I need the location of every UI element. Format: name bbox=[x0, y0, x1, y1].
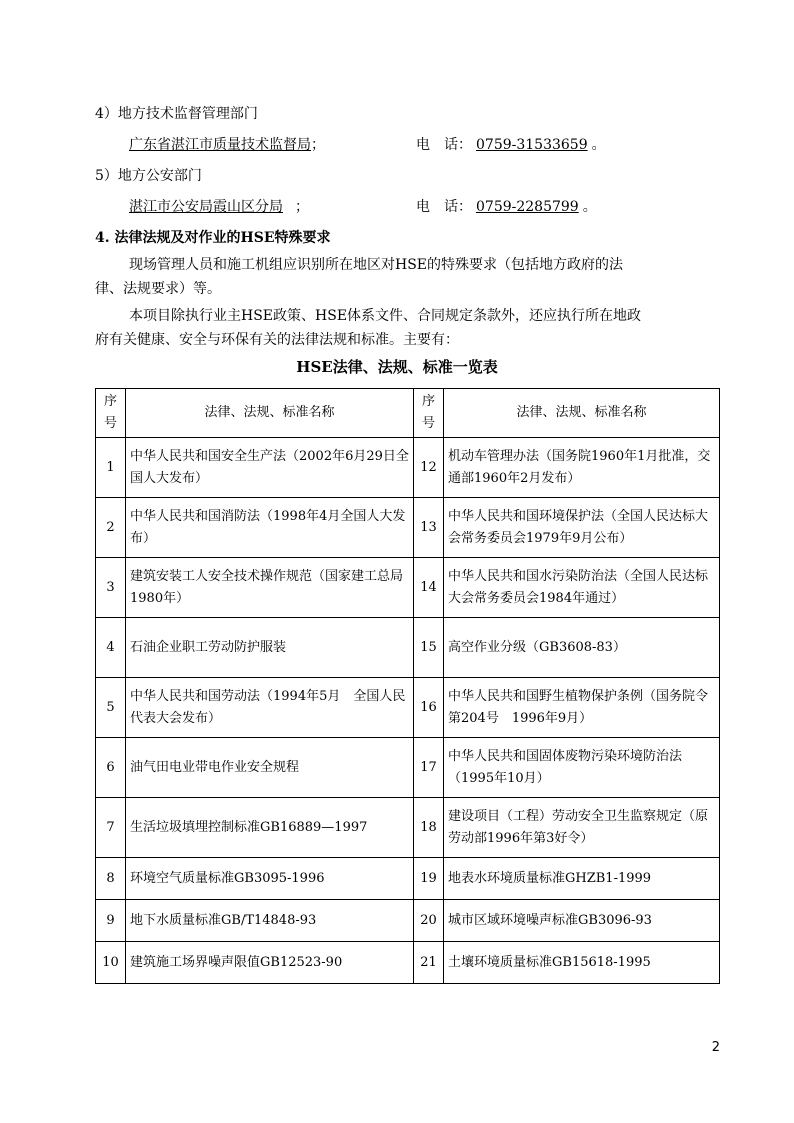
row-title-right: 中华人民共和国水污染防治法（全国人民达标大会常务委员会1984年通过） bbox=[444, 558, 720, 618]
table-row bbox=[96, 678, 720, 738]
paragraph-2-line-1: 本项目除执行业主HSE政策、HSE体系文件、合同规定条款外，还应执行所在地政 bbox=[129, 308, 642, 324]
paragraph-2-line-2: 府有关健康、安全与环保有关的法律法规和标准。主要有： bbox=[95, 332, 459, 348]
row-title-right: 建设项目（工程）劳动安全卫生监察规定（原劳动部1996年第3好令） bbox=[444, 798, 720, 858]
row-index-left: 3 bbox=[96, 558, 126, 618]
table-row bbox=[96, 798, 720, 858]
row-title-left: 中华人民共和国消防法（1998年4月全国人大发布） bbox=[126, 498, 414, 558]
header-index-left: 序号 bbox=[96, 389, 126, 438]
section4-org: 广东省湛江市质量技术监督局 bbox=[129, 137, 311, 153]
section4-sep: ； bbox=[311, 137, 325, 153]
page-number: 2 bbox=[711, 1040, 720, 1055]
row-title-right: 中华人民共和国野生植物保护条例（国务院令第204号 1996年9月） bbox=[444, 678, 720, 738]
section-heading: 4. 法律法规及对作业的HSE特殊要求 bbox=[95, 230, 331, 246]
table-row bbox=[96, 858, 720, 900]
row-index-left: 1 bbox=[96, 438, 126, 498]
section5-tel: 0759-2285799 bbox=[476, 199, 579, 215]
row-index-left: 7 bbox=[96, 798, 126, 858]
table-row bbox=[96, 558, 720, 618]
row-index-left: 4 bbox=[96, 618, 126, 678]
table-row bbox=[96, 618, 720, 678]
row-title-right: 机动车管理办法（国务院1960年1月批准，交通部1960年2月发布） bbox=[444, 438, 720, 498]
row-index-right: 13 bbox=[414, 498, 444, 558]
table-row bbox=[96, 942, 720, 984]
section5-contact bbox=[129, 197, 309, 217]
section4-label: 4）地方技术监督管理部门 bbox=[95, 106, 258, 122]
row-index-right: 14 bbox=[414, 558, 444, 618]
row-index-left: 6 bbox=[96, 738, 126, 798]
row-title-right: 土壤环境质量标准GB15618-1995 bbox=[444, 942, 720, 984]
row-index-right: 12 bbox=[414, 438, 444, 498]
row-title-right: 城市区域环境噪声标准GB3096-93 bbox=[444, 900, 720, 942]
row-title-right: 中华人民共和国固体废物污染环境防治法（1995年10月） bbox=[444, 738, 720, 798]
section4-tel-line bbox=[416, 135, 606, 155]
row-title-left: 建筑施工场界噪声限值GB12523-90 bbox=[126, 942, 414, 984]
row-index-right: 19 bbox=[414, 858, 444, 900]
row-title-left: 环境空气质量标准GB3095-1996 bbox=[126, 858, 414, 900]
section4-end: 。 bbox=[591, 137, 606, 153]
section5-label: 5）地方公安部门 bbox=[95, 168, 202, 184]
paragraph-1-line-1: 现场管理人员和施工机组应识别所在地区对HSE的特殊要求（包括地方政府的法 bbox=[129, 257, 624, 273]
row-title-right: 中华人民共和国环境保护法（全国人民达标大会常务委员会1979年9月公布） bbox=[444, 498, 720, 558]
table-row bbox=[96, 900, 720, 942]
row-index-right: 17 bbox=[414, 738, 444, 798]
row-title-left: 生活垃圾填埋控制标准GB16889—1997 bbox=[126, 798, 414, 858]
table-header-row bbox=[96, 389, 720, 438]
section5-end: 。 bbox=[582, 199, 597, 215]
section4-tel-label: 电 话： bbox=[416, 137, 472, 153]
section4-contact bbox=[129, 135, 325, 155]
row-index-left: 9 bbox=[96, 900, 126, 942]
row-title-left: 石油企业职工劳动防护服装 bbox=[126, 618, 414, 678]
header-index-right: 序号 bbox=[414, 389, 444, 438]
table-row bbox=[96, 438, 720, 498]
row-index-right: 18 bbox=[414, 798, 444, 858]
paragraph-1-line-2: 律、法规要求）等。 bbox=[95, 281, 221, 297]
row-index-left: 2 bbox=[96, 498, 126, 558]
table-row bbox=[96, 738, 720, 798]
section5-org: 湛江市公安局霞山区分局 bbox=[129, 199, 283, 215]
row-index-left: 5 bbox=[96, 678, 126, 738]
table-row bbox=[96, 498, 720, 558]
row-title-left: 中华人民共和国安全生产法（2002年6月29日全国人大发布） bbox=[126, 438, 414, 498]
row-title-left: 建筑安装工人安全技术操作规范（国家建工总局1980年） bbox=[126, 558, 414, 618]
row-index-right: 16 bbox=[414, 678, 444, 738]
section5-tel-line bbox=[416, 197, 597, 217]
header-name-left: 法律、法规、标准名称 bbox=[126, 389, 414, 438]
row-title-left: 地下水质量标准GB/T14848-93 bbox=[126, 900, 414, 942]
table-title: HSE法律、法规、标准一览表 bbox=[296, 358, 498, 376]
section5-tel-label: 电 话： bbox=[416, 199, 472, 215]
row-index-right: 21 bbox=[414, 942, 444, 984]
header-name-right: 法律、法规、标准名称 bbox=[444, 389, 720, 438]
row-title-right: 地表水环境质量标准GHZB1-1999 bbox=[444, 858, 720, 900]
row-title-left: 中华人民共和国劳动法（1994年5月 全国人民代表大会发布） bbox=[126, 678, 414, 738]
row-index-right: 15 bbox=[414, 618, 444, 678]
row-title-right: 高空作业分级（GB3608-83） bbox=[444, 618, 720, 678]
section4-tel: 0759-31533659 bbox=[476, 137, 588, 153]
section5-sep: ； bbox=[295, 199, 309, 215]
law-table bbox=[95, 388, 720, 984]
row-title-left: 油气田电业带电作业安全规程 bbox=[126, 738, 414, 798]
row-index-left: 8 bbox=[96, 858, 126, 900]
row-index-right: 20 bbox=[414, 900, 444, 942]
row-index-left: 10 bbox=[96, 942, 126, 984]
